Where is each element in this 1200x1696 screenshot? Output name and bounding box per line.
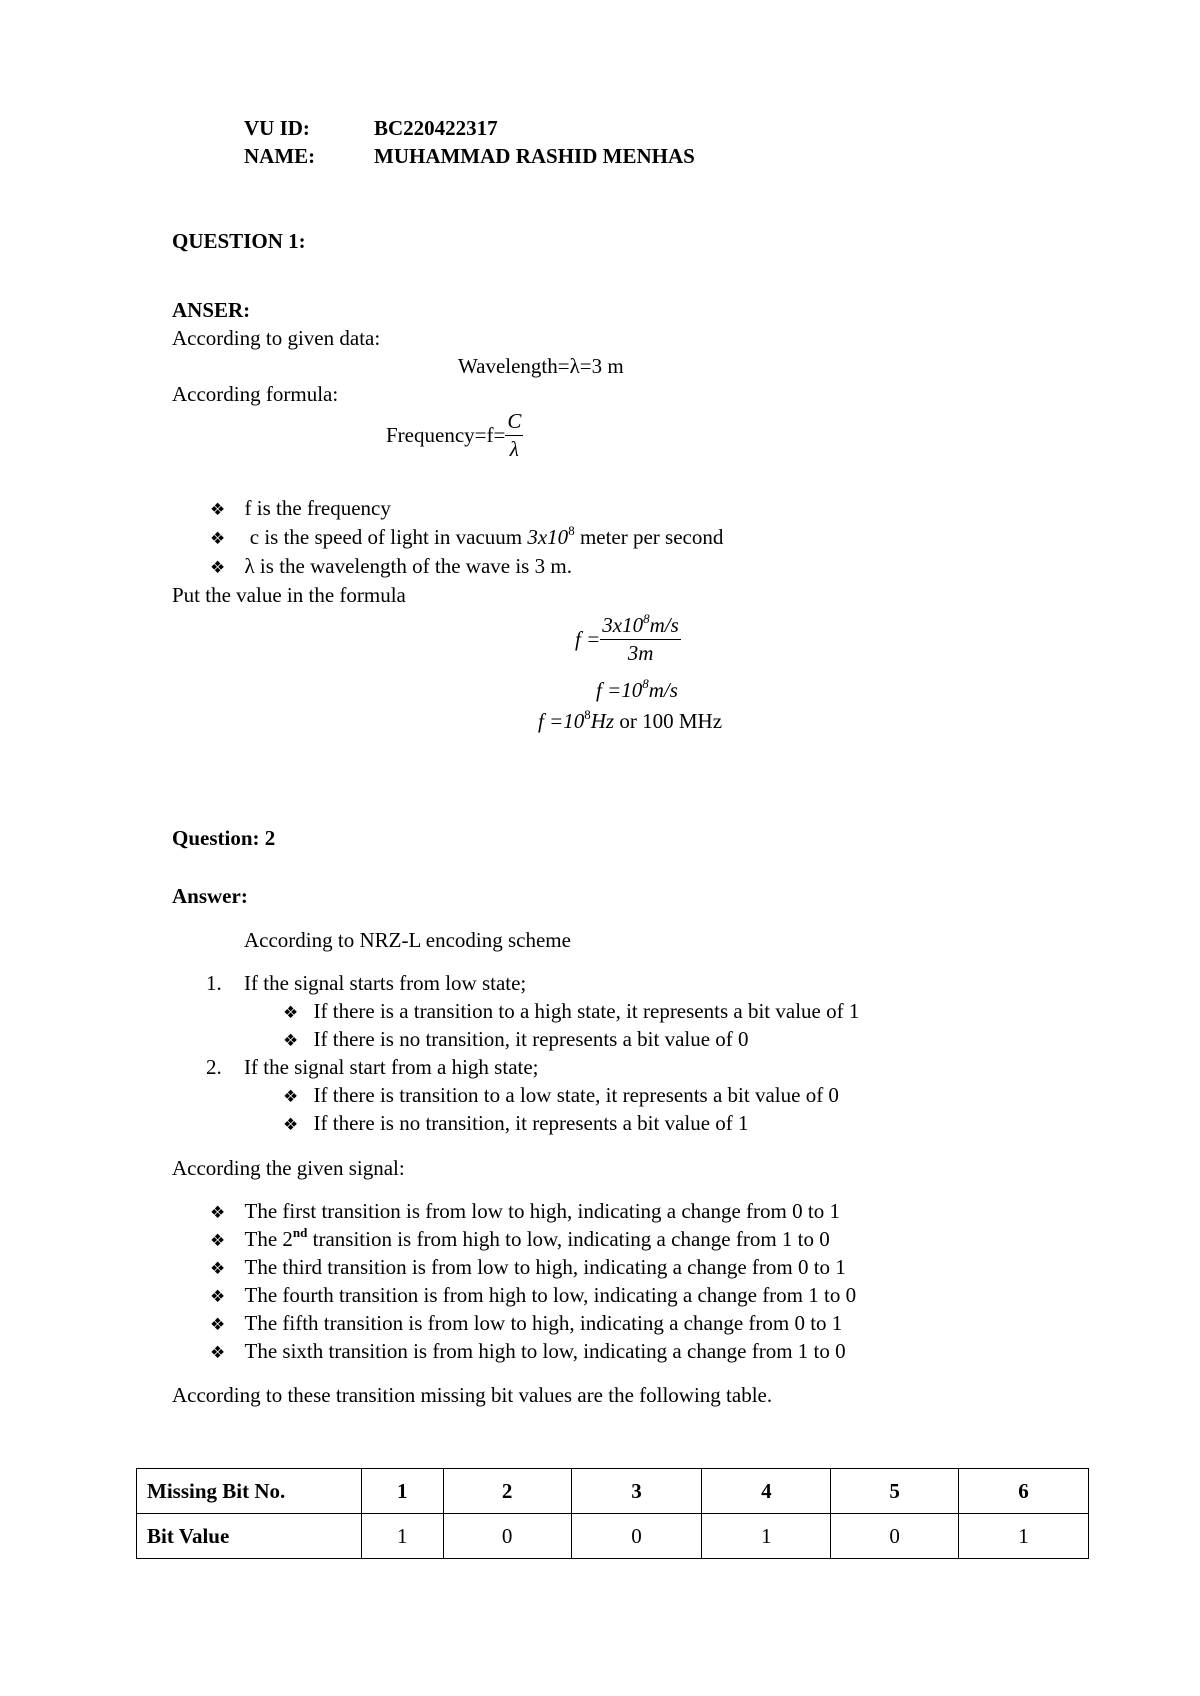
equation-2-unit: m/s <box>648 678 678 702</box>
bit-number-cell: 6 <box>959 1469 1089 1514</box>
bullet-text-pre: c is the speed of light in vacuum <box>244 525 528 549</box>
frequency-formula <box>386 411 523 460</box>
transition-text: The sixth transition is from high to low, indicating a change from 1 to 0 <box>244 1339 846 1363</box>
rule-bullet-text: If there is transition to a low state, it represents a bit value of 0 <box>313 1083 839 1107</box>
equation-3-suffix: or 100 MHz <box>614 709 723 733</box>
equation-1 <box>575 611 681 665</box>
numerator-exponent: 8 <box>643 611 650 626</box>
rule-1-text: If the signal starts from low state; <box>244 971 527 995</box>
answer-2-title: Answer: <box>172 884 248 908</box>
frequency-lhs: Frequency=f= <box>386 423 506 447</box>
vu-id-value: BC220422317 <box>374 116 498 140</box>
rule-1-bullet-2 <box>283 1029 749 1050</box>
equation-1-lhs: f = <box>575 627 601 651</box>
transition-item <box>210 1285 856 1306</box>
name-value: MUHAMMAD RASHID MENHAS <box>374 144 695 168</box>
bullet-wavelength <box>210 556 572 577</box>
signal-intro: According the given signal: <box>172 1156 405 1180</box>
table-intro: According to these transition missing bit values are the following table. <box>172 1383 773 1407</box>
bullet-speed-of-light <box>210 523 724 549</box>
diamond-bullet-icon: ❖ <box>210 558 226 578</box>
wavelength-line: Wavelength=λ=3 m <box>458 354 624 378</box>
numerator-base: 3x10 <box>602 613 644 637</box>
rule-1-number: 1. <box>206 971 222 995</box>
equation-3-exponent: 8 <box>584 707 591 722</box>
row-header-bit-value: Bit Value <box>137 1514 362 1559</box>
bullet-text: f is the frequency <box>244 496 391 520</box>
equation-1-numerator <box>600 611 681 640</box>
transition-item <box>210 1225 830 1251</box>
equation-3-base: f =10 <box>538 709 585 733</box>
row-header-missing-bit-no: Missing Bit No. <box>137 1469 362 1514</box>
diamond-bullet-icon: ❖ <box>210 500 226 520</box>
rule-bullet-text: If there is a transition to a high state, it represents a bit value of 1 <box>313 999 860 1023</box>
transition-item <box>210 1313 842 1334</box>
transition-text: The fourth transition is from high to low, indicating a change from 1 to 0 <box>244 1283 857 1307</box>
vu-id-label: VU ID: <box>244 116 310 140</box>
rule-bullet-text: If there is no transition, it represents a bit value of 1 <box>313 1111 749 1135</box>
transition-item <box>210 1257 846 1278</box>
transition-text: The fifth transition is from low to high, indicating a change from 0 to 1 <box>244 1311 843 1335</box>
nrz-intro: According to NRZ-L encoding scheme <box>244 928 571 952</box>
diamond-bullet-icon: ❖ <box>210 1203 226 1223</box>
transition-text: The third transition is from low to high, indicating a change from 0 to 1 <box>244 1255 846 1279</box>
diamond-bullet-icon: ❖ <box>210 1343 226 1363</box>
bit-number-cell: 3 <box>571 1469 702 1514</box>
ordinal-suffix: nd <box>292 1225 308 1240</box>
formula-intro: According formula: <box>172 382 339 406</box>
bit-value-cell: 0 <box>831 1514 959 1559</box>
bit-number-cell: 5 <box>831 1469 959 1514</box>
equation-3 <box>538 707 723 733</box>
bit-value-cell: 1 <box>702 1514 831 1559</box>
rule-2-bullet-1 <box>283 1085 839 1106</box>
rule-1-bullet-1 <box>283 1001 859 1022</box>
diamond-bullet-icon: ❖ <box>210 1287 226 1307</box>
table-row <box>137 1514 1089 1559</box>
question-1-title: QUESTION 1: <box>172 229 306 253</box>
bit-number-cell: 2 <box>443 1469 571 1514</box>
bit-value-cell: 0 <box>443 1514 571 1559</box>
equation-1-denominator: 3m <box>627 641 654 665</box>
missing-bits-table <box>136 1468 1089 1559</box>
equation-2-exponent: 8 <box>642 676 649 691</box>
bullet-text-post: meter per second <box>574 525 724 549</box>
transition-item <box>210 1201 840 1222</box>
equation-2-base: f =10 <box>596 678 643 702</box>
given-data-intro: According to given data: <box>172 326 381 350</box>
rule-2-bullet-2 <box>283 1113 749 1134</box>
bullet-frequency <box>210 498 391 519</box>
diamond-bullet-icon: ❖ <box>283 1031 299 1051</box>
bit-number-cell: 1 <box>361 1469 443 1514</box>
table-row <box>137 1469 1089 1514</box>
bit-value-cell: 0 <box>571 1514 702 1559</box>
diamond-bullet-icon: ❖ <box>210 1231 226 1251</box>
rule-bullet-text: If there is no transition, it represents a bit value of 0 <box>313 1027 749 1051</box>
bit-number-cell: 4 <box>702 1469 831 1514</box>
frequency-fraction <box>505 411 523 460</box>
speed-exponent: 8 <box>568 523 575 538</box>
equation-1-fraction <box>600 611 681 665</box>
transition-text-post: transition is from high to low, indicating a change from 1 to 0 <box>307 1227 830 1251</box>
transition-item <box>210 1341 846 1362</box>
fraction-numerator: C <box>505 411 523 436</box>
bit-value-cell: 1 <box>959 1514 1089 1559</box>
equation-2 <box>596 676 678 702</box>
diamond-bullet-icon: ❖ <box>210 1315 226 1335</box>
name-label: NAME: <box>244 144 316 168</box>
rule-2-number: 2. <box>206 1055 222 1079</box>
rule-2-text: If the signal start from a high state; <box>244 1055 539 1079</box>
transition-text: The first transition is from low to high, indicating a change from 0 to 1 <box>244 1199 840 1223</box>
speed-value: 3x10 <box>527 525 569 549</box>
put-value-line: Put the value in the formula <box>172 583 406 607</box>
transition-text: The 2 <box>244 1227 293 1251</box>
bit-value-cell: 1 <box>361 1514 443 1559</box>
diamond-bullet-icon: ❖ <box>210 1259 226 1279</box>
equation-3-unit: Hz <box>590 709 615 733</box>
diamond-bullet-icon: ❖ <box>283 1115 299 1135</box>
answer-1-title: ANSER: <box>172 298 251 322</box>
diamond-bullet-icon: ❖ <box>283 1087 299 1107</box>
question-2-title: Question: 2 <box>172 826 276 850</box>
diamond-bullet-icon: ❖ <box>210 529 226 549</box>
bullet-text: λ is the wavelength of the wave is 3 m. <box>244 554 572 578</box>
numerator-unit: m/s <box>649 613 679 637</box>
fraction-denominator: λ <box>509 437 519 461</box>
diamond-bullet-icon: ❖ <box>283 1003 299 1023</box>
